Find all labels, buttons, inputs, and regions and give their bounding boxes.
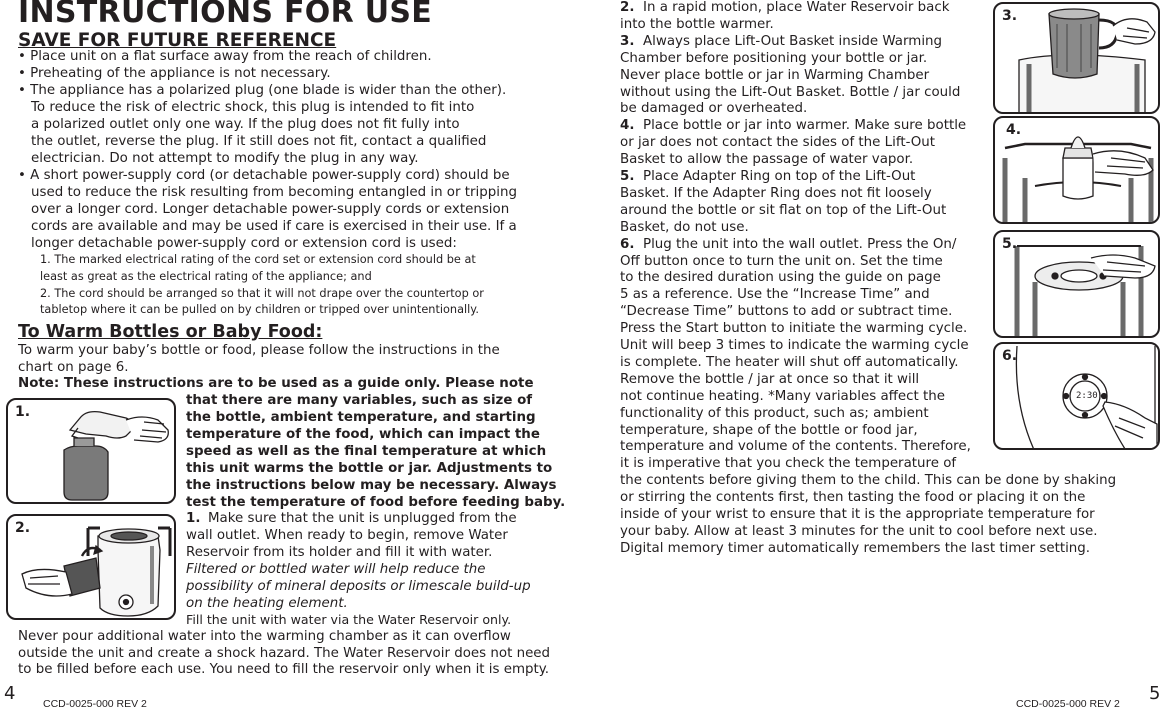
figure-control-panel — [993, 342, 1160, 450]
section-heading: To Warm Bottles or Baby Food: — [18, 322, 323, 342]
step-line: Chamber before positioning your bottle or jar. — [620, 50, 928, 66]
adapter-ring-illustration — [995, 232, 1160, 338]
page-number: 5 — [1149, 683, 1161, 704]
step-line: Fill the unit with water via the Water Reservoir only. — [186, 612, 512, 627]
basket-illustration — [995, 4, 1160, 114]
step-line: be damaged or overheated. — [620, 101, 808, 117]
step-line: In a rapid motion, place Water Reservoir back — [643, 0, 950, 15]
step-line: Make sure that the unit is unplugged from the — [208, 511, 517, 526]
step-line: Place Adapter Ring on top of the Lift-Out — [643, 169, 916, 184]
step-line: Off button once to turn the unit on. Set the time — [620, 253, 943, 269]
step-line: temperature and volume of the contents. Therefore, — [620, 439, 971, 455]
text-line: To warm your baby’s bottle or food, please follow the instructions in the — [18, 343, 500, 358]
step-line: Never place bottle or jar in Warming Chamber — [620, 67, 930, 83]
figure-number: 6. — [1002, 348, 1018, 364]
timer-display: 2:30 — [1076, 391, 1098, 401]
text-line: • Place unit on a flat surface away from the reach of children. — [18, 49, 432, 64]
step-number: 3. — [620, 33, 635, 49]
text-line: chart on page 6. — [18, 360, 129, 375]
step-italic-line: possibility of mineral deposits or limescale build-up — [186, 579, 531, 594]
page-number: 4 — [4, 683, 16, 704]
step-line: Press the Start button to initiate the warming cycle. — [620, 321, 968, 337]
step-line: the contents before giving them to the child. This can be done by shaking — [620, 473, 1117, 489]
note-line: the instructions below may be necessary. Always — [186, 478, 557, 493]
step-line: is complete. The heater will shut off automatically. — [620, 354, 959, 370]
figure-number: 2. — [15, 520, 31, 536]
note-line: temperature of the food, which can impact the — [186, 427, 540, 442]
text-line: longer detachable power-supply cord or extension cord is used: — [31, 236, 457, 251]
step-line: outside the unit and create a shock hazard. The Water Reservoir does not need — [18, 646, 551, 661]
step-line: Place bottle or jar into warmer. Make sure bottle — [643, 118, 967, 134]
sub-text-line: least as great as the electrical rating of the appliance; and — [40, 270, 372, 283]
text-line: electrician. Do not attempt to modify the plug in any way. — [31, 151, 419, 166]
note-line: the bottle, ambient temperature, and starting — [186, 410, 536, 425]
pour-water-illustration — [8, 400, 176, 504]
sub-text-line: tabletop where it can be pulled on by children or tripped over unintentionally. — [40, 303, 479, 316]
step-line: “Decrease Time” buttons to add or subtract time. — [620, 304, 953, 320]
sub-text-line: 1. The marked electrical rating of the cord set or extension cord should be at — [40, 253, 476, 266]
text-line: a polarized outlet only one way. If the plug does not fit fully into — [31, 117, 460, 132]
step-italic-line: on the heating element. — [186, 596, 348, 611]
text-line: • The appliance has a polarized plug (one blade is wider than the other). — [18, 83, 507, 98]
note-line: test the temperature of food before feeding baby. — [186, 495, 566, 510]
text-line: used to reduce the risk resulting from becoming entangled in or tripping — [31, 185, 517, 200]
step-line: Remove the bottle / jar at once so that it will — [620, 371, 920, 387]
text-line: the outlet, reverse the plug. If it still does not fit, contact a qualified — [31, 134, 487, 149]
step-line: Basket to allow the passage of water vapor. — [620, 152, 914, 168]
step-number: 4. — [620, 118, 635, 134]
step-line: Digital memory timer automatically remembers the last timer setting. — [620, 540, 1091, 556]
step-line: functionality of this product, such as; ambient — [620, 405, 929, 421]
step-line: inside of your wrist to ensure that it is the appropriate temperature for — [620, 507, 1095, 522]
page-title: INSTRUCTIONS FOR USE — [18, 0, 433, 30]
step-line: your baby. Allow at least 3 minutes for the unit to cool before next use. — [620, 523, 1098, 539]
step-italic-line: Filtered or bottled water will help reduce the — [186, 562, 486, 577]
step-line: Unit will beep 3 times to indicate the warming cycle — [620, 338, 969, 353]
step-line: Always place Lift-Out Basket inside Warming — [643, 33, 943, 49]
footer-code: CCD-0025-000 REV 2 — [43, 698, 147, 708]
figure-pour-water — [6, 398, 176, 504]
step-number: 6. — [620, 236, 635, 252]
figure-number: 3. — [1002, 8, 1018, 24]
step-line: to be filled before each use. You need to fill the reservoir only when it is empty. — [18, 662, 550, 677]
sub-text-line: 2. The cord should be arranged so that it will not drape over the countertop or — [40, 287, 484, 300]
reservoir-illustration — [8, 516, 176, 620]
step-line: Basket, do not use. — [620, 219, 749, 235]
text-line: • Preheating of the appliance is not necessary. — [18, 66, 331, 81]
text-line: • A short power-supply cord (or detachable power-supply cord) should be — [18, 168, 510, 183]
figure-number: 5. — [1002, 236, 1018, 252]
step-line: Plug the unit into the wall outlet. Press the On/ — [643, 236, 957, 252]
figure-adapter-ring — [993, 230, 1160, 338]
step-line: not continue heating. *Many variables affect the — [620, 388, 945, 404]
text-line: To reduce the risk of electric shock, this plug is intended to fit into — [31, 100, 475, 115]
step-number: 2. — [620, 0, 635, 15]
step-line: or jar does not contact the sides of the Lift-Out — [620, 135, 936, 151]
step-line: 5 as a reference. Use the “Increase Time” and — [620, 287, 930, 303]
footer-code: CCD-0025-000 REV 2 — [1016, 698, 1120, 708]
section-subtitle: SAVE FOR FUTURE REFERENCE — [18, 30, 337, 51]
text-line: cords are available and may be used if care is exercised in their use. If a — [31, 219, 517, 234]
step-line: Reservoir from its holder and fill it with water. — [186, 545, 493, 560]
step-line: temperature, shape of the bottle or food jar, — [620, 422, 918, 438]
step-line: Basket. If the Adapter Ring does not fit loosely — [620, 185, 932, 201]
text-line: over a longer cord. Longer detachable power-supply cords or extension — [31, 202, 510, 217]
note-line: this unit warms the bottle or jar. Adjustments to — [186, 461, 553, 476]
step-line: Never pour additional water into the warming chamber as it can overflow — [18, 629, 511, 644]
note-line: that there are many variables, such as size of — [186, 393, 533, 408]
step-line: around the bottle or sit flat on top of the Lift-Out — [620, 202, 947, 218]
figure-remove-reservoir — [6, 514, 176, 620]
note-line: speed as well as the final temperature at which — [186, 444, 547, 459]
figure-number: 4. — [1006, 122, 1022, 138]
step-number: 1. — [186, 511, 201, 526]
step-number: 5. — [620, 169, 635, 184]
figure-lift-out-basket — [993, 2, 1160, 114]
step-line: to the desired duration using the guide on page — [620, 270, 941, 286]
figure-number: 1. — [15, 404, 31, 420]
note-line: Note: These instructions are to be used as a guide only. Please note — [18, 376, 534, 391]
step-line: or stirring the contents first, then tasting the food or placing it on the — [620, 490, 1086, 506]
step-line: without using the Lift-Out Basket. Bottle / jar could — [620, 84, 961, 100]
step-line: wall outlet. When ready to begin, remove Water — [186, 528, 508, 543]
step-line: it is imperative that you check the temperature of — [620, 456, 957, 472]
figure-place-bottle — [993, 116, 1160, 224]
step-line: into the bottle warmer. — [620, 16, 774, 32]
